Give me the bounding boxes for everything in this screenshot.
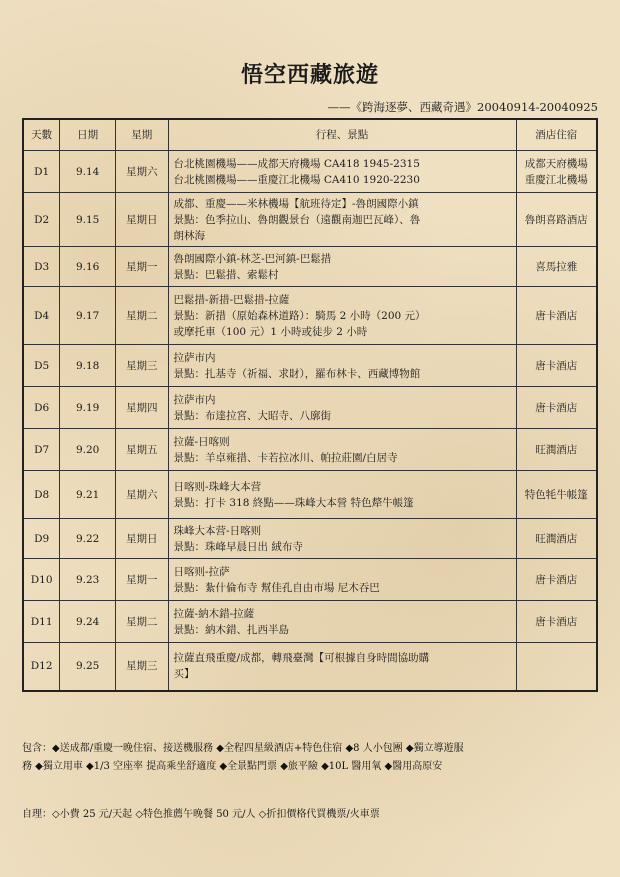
- cell-date: 9.23: [60, 559, 116, 601]
- route-line: 买】: [173, 668, 195, 681]
- hotel-line: 重慶江北機場: [524, 173, 588, 186]
- cell-date: 9.22: [60, 519, 116, 559]
- route-line: 景點：新措（原始森林道路）：騎馬 2 小時（200 元）: [173, 309, 426, 322]
- itinerary-table: [22, 118, 598, 692]
- cell-date: 9.24: [60, 601, 116, 643]
- table-row: [23, 247, 597, 287]
- cell-route: [168, 345, 516, 387]
- cell-day: D3: [23, 247, 60, 287]
- cell-day: D1: [23, 151, 60, 193]
- included-line: 包含：◆送成都/重慶一晚住宿、接送機服務 ◆全程四星級酒店+特色住宿 ◆8 人小包團 ◆獨立導遊服: [22, 743, 464, 754]
- route-line: 景點：巴鬆措、索鬆村: [173, 268, 279, 281]
- route-line: 台北桃園機場——重慶江北機場 CA410 1920-2230: [173, 173, 420, 186]
- cell-hotel: [516, 471, 597, 519]
- cell-weekday: 星期一: [115, 247, 168, 287]
- cell-hotel: [516, 193, 597, 247]
- cell-day: D11: [23, 601, 60, 643]
- header-weekday: 星期: [115, 119, 168, 151]
- page-subtitle: ——《跨海逐夢、西藏奇遇》20040914-20040925: [327, 100, 598, 114]
- cell-weekday: 星期三: [115, 345, 168, 387]
- cell-day: D2: [23, 193, 60, 247]
- cell-day: D12: [23, 643, 60, 691]
- route-line: 或摩托車（100 元）1 小時或徒步 2 小時: [173, 325, 368, 338]
- route-line: 拉薩直飛重慶/成都，轉飛臺灣【可根據自身時間協助購: [173, 652, 430, 665]
- cell-hotel: [516, 559, 597, 601]
- route-line: 景點：扎基寺（祈福、求財），羅布林卡、西藏博物館: [173, 367, 421, 380]
- hotel-line: 成都天府機場: [524, 157, 588, 170]
- page-title: 悟空西藏旅遊: [240, 63, 379, 88]
- cell-hotel: [516, 601, 597, 643]
- cell-date: 9.14: [60, 151, 116, 193]
- table-row: [23, 559, 597, 601]
- cell-route: [168, 387, 516, 429]
- hotel-line: 旺潤酒店: [535, 532, 578, 545]
- table-row: [23, 345, 597, 387]
- route-line: 景點：打卡 318 終點——珠峰大本營 特色犛牛帳篷: [173, 496, 414, 509]
- cell-date: 9.16: [60, 247, 116, 287]
- cell-weekday: 星期四: [115, 387, 168, 429]
- route-line: 景點：布達拉宮、大昭寺、八廓街: [173, 409, 332, 422]
- hotel-line: 旺潤酒店: [535, 443, 578, 456]
- cell-hotel: [516, 345, 597, 387]
- hotel-line: 魯朗喜路酒店: [524, 213, 588, 226]
- cell-weekday: 星期六: [115, 151, 168, 193]
- cell-date: 9.18: [60, 345, 116, 387]
- table-row: [23, 287, 597, 345]
- cell-route: [168, 643, 516, 691]
- cell-weekday: 星期日: [115, 193, 168, 247]
- hotel-line: 唐卡酒店: [535, 573, 578, 586]
- route-line: 拉萨市内: [173, 393, 216, 406]
- included-notes: [22, 740, 582, 776]
- route-line: 拉薩-日喀则: [173, 435, 230, 448]
- cell-weekday: 星期六: [115, 471, 168, 519]
- route-line: 日喀则-珠峰大本营: [173, 480, 262, 493]
- cell-weekday: 星期五: [115, 429, 168, 471]
- cell-route: [168, 287, 516, 345]
- cell-day: D6: [23, 387, 60, 429]
- cell-day: D9: [23, 519, 60, 559]
- header-date: 日期: [60, 119, 116, 151]
- cell-date: 9.15: [60, 193, 116, 247]
- cell-hotel: [516, 287, 597, 345]
- route-line: 台北桃園機場——成都天府機場 CA418 1945-2315: [173, 157, 420, 170]
- route-line: 珠峰大本营-日喀则: [173, 524, 262, 537]
- cell-date: 9.25: [60, 643, 116, 691]
- cell-weekday: 星期二: [115, 287, 168, 345]
- route-line: 巴鬆措-新措-巴鬆措-拉薩: [173, 293, 290, 306]
- table-row: [23, 387, 597, 429]
- table-row: [23, 193, 597, 247]
- cell-weekday: 星期一: [115, 559, 168, 601]
- route-line: 景點：色季拉山、魯朗觀景台（遠觀南迦巴瓦峰）、魯: [173, 213, 421, 226]
- cell-route: [168, 429, 516, 471]
- cell-hotel: [516, 151, 597, 193]
- cell-day: D5: [23, 345, 60, 387]
- table-row: [23, 471, 597, 519]
- cell-weekday: 星期二: [115, 601, 168, 643]
- header-route: 行程、景點: [168, 119, 516, 151]
- table-row: [23, 643, 597, 691]
- route-line: 拉薩-納木錯-拉薩: [173, 607, 255, 620]
- table-row: [23, 519, 597, 559]
- route-line: 景點：羊卓雍措、卡若拉冰川、帕拉莊園/白居寺: [173, 451, 398, 464]
- table-row: [23, 429, 597, 471]
- cell-date: 9.19: [60, 387, 116, 429]
- table-header-row: [23, 119, 597, 151]
- route-line: 成都、重慶——米林機場【航班待定】-魯朗國際小鎮: [173, 197, 419, 210]
- self-pay-notes: 自理：◇小費 25 元/天起 ◇特色推薦午晚餐 50 元/人 ◇折扣價格代買機票/火車票: [22, 809, 380, 820]
- hotel-line: 喜馬拉雅: [535, 260, 578, 273]
- cell-route: [168, 601, 516, 643]
- cell-route: [168, 519, 516, 559]
- cell-weekday: 星期三: [115, 643, 168, 691]
- cell-weekday: 星期日: [115, 519, 168, 559]
- included-line: 務 ◆獨立用車 ◆1/3 空座率 提高乘坐舒適度 ◆全景點門票 ◆旅平險 ◆10L 醫用氧 ◆醫用高原安: [22, 761, 443, 772]
- cell-hotel: [516, 387, 597, 429]
- route-line: 日喀则-拉萨: [173, 565, 230, 578]
- route-line: 景點：珠峰早晨日出 絨布寺: [173, 540, 303, 553]
- hotel-line: 唐卡酒店: [535, 309, 578, 322]
- cell-day: D4: [23, 287, 60, 345]
- cell-route: [168, 471, 516, 519]
- table-row: [23, 151, 597, 193]
- hotel-line: 唐卡酒店: [535, 359, 578, 372]
- cell-day: D8: [23, 471, 60, 519]
- cell-date: 9.21: [60, 471, 116, 519]
- cell-hotel: [516, 643, 597, 691]
- header-day: 天數: [23, 119, 60, 151]
- cell-hotel: [516, 519, 597, 559]
- route-line: 景點：紮什倫布寺 幫佳孔自由市場 尼木吞巴: [173, 581, 380, 594]
- route-line: 魯朗國際小鎮-林芝-巴河鎮-巴鬆措: [173, 252, 332, 265]
- cell-route: [168, 559, 516, 601]
- itinerary-body: [23, 151, 597, 691]
- hotel-line: 特色牦牛帳篷: [524, 488, 588, 501]
- cell-date: 9.17: [60, 287, 116, 345]
- cell-day: D7: [23, 429, 60, 471]
- hotel-line: 唐卡酒店: [535, 401, 578, 414]
- cell-route: [168, 247, 516, 287]
- cell-hotel: [516, 247, 597, 287]
- cell-day: D10: [23, 559, 60, 601]
- cell-route: [168, 193, 516, 247]
- hotel-line: 唐卡酒店: [535, 615, 578, 628]
- route-line: 拉萨市内: [173, 351, 216, 364]
- route-line: 朗林海: [173, 229, 206, 242]
- header-hotel: 酒店住宿: [516, 119, 597, 151]
- cell-date: 9.20: [60, 429, 116, 471]
- cell-route: [168, 151, 516, 193]
- table-row: [23, 601, 597, 643]
- cell-hotel: [516, 429, 597, 471]
- route-line: 景點：納木錯、扎西半島: [173, 623, 290, 636]
